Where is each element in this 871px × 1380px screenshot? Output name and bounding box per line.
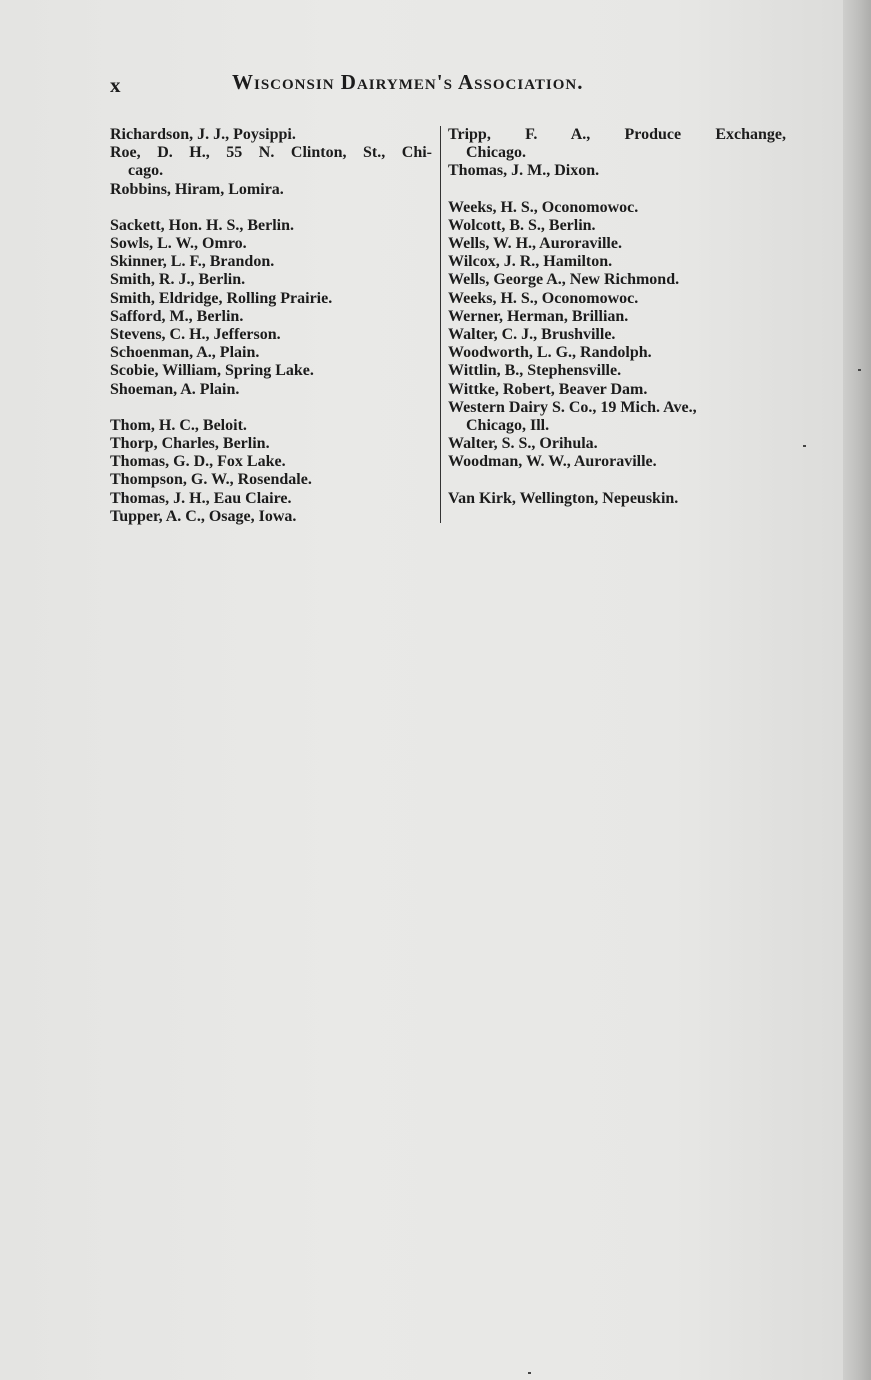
list-item: Smith, R. J., Berlin.: [110, 271, 246, 289]
list-item: Weeks, H. S., Oconomowoc.: [448, 198, 639, 216]
column-divider: [440, 126, 441, 523]
list-item: Skinner, L. F., Brandon.: [110, 253, 275, 271]
list-item: Schoenman, A., Plain.: [110, 344, 260, 362]
list-item: Woodman, W. W., Auroraville.: [448, 453, 657, 471]
list-item-continuation: Chicago, Ill.: [466, 417, 550, 435]
right-column: [448, 126, 786, 508]
left-column: [110, 126, 432, 526]
list-item: Tripp, F. A., Produce Exchange,: [448, 126, 786, 143]
list-item: Wells, George A., New Richmond.: [448, 271, 680, 289]
list-item: Robbins, Hiram, Lomira.: [110, 180, 284, 198]
page-header: [110, 70, 650, 100]
list-item-continuation: Chicago.: [466, 144, 526, 162]
list-item: Wilcox, J. R., Hamilton.: [448, 253, 613, 271]
list-item: Sackett, Hon. H. S., Berlin.: [110, 216, 295, 234]
list-item: Stevens, C. H., Jefferson.: [110, 326, 281, 344]
list-item: Richardson, J. J., Poysippi.: [110, 126, 296, 143]
list-item: Wittlin, B., Stephensville.: [448, 362, 622, 380]
list-item: Smith, Eldridge, Rolling Prairie.: [110, 289, 333, 307]
list-item: Scobie, William, Spring Lake.: [110, 362, 314, 380]
running-title: Wisconsin Dairymen's Association.: [232, 70, 584, 94]
list-item: Roe, D. H., 55 N. Clinton, St., Chi-: [110, 144, 432, 162]
scan-speck: [528, 1372, 531, 1374]
list-item: Sowls, L. W., Omro.: [110, 235, 247, 253]
list-item: Wells, W. H., Auroraville.: [448, 235, 622, 253]
list-item: Thomas, J. M., Dixon.: [448, 162, 600, 180]
list-item: Wittke, Robert, Beaver Dam.: [448, 380, 648, 398]
scan-speck: [858, 369, 861, 371]
list-item: Western Dairy S. Co., 19 Mich. Ave.,: [448, 398, 697, 416]
list-item: Safford, M., Berlin.: [110, 307, 244, 325]
list-item: Walter, C. J., Brushville.: [448, 326, 616, 344]
list-item: Wolcott, B. S., Berlin.: [448, 216, 596, 234]
list-item: Thom, H. C., Beloit.: [110, 416, 247, 434]
list-item: Van Kirk, Wellington, Nepeuskin.: [448, 489, 679, 507]
list-item: Shoeman, A. Plain.: [110, 380, 240, 398]
scan-speck: [803, 445, 806, 447]
list-item: Thorp, Charles, Berlin.: [110, 435, 270, 453]
list-item: Thomas, G. D., Fox Lake.: [110, 453, 286, 471]
list-item: Woodworth, L. G., Randolph.: [448, 344, 652, 362]
list-item: Walter, S. S., Orihula.: [448, 435, 598, 453]
list-item: Tupper, A. C., Osage, Iowa.: [110, 507, 297, 525]
list-item: Werner, Herman, Brillian.: [448, 307, 629, 325]
list-item: Thomas, J. H., Eau Claire.: [110, 489, 292, 507]
page-number: x: [110, 73, 121, 97]
page-edge: [843, 0, 871, 1380]
list-item: Thompson, G. W., Rosendale.: [110, 471, 312, 489]
list-item-continuation: cago.: [128, 162, 164, 180]
list-item: Weeks, H. S., Oconomowoc.: [448, 289, 639, 307]
